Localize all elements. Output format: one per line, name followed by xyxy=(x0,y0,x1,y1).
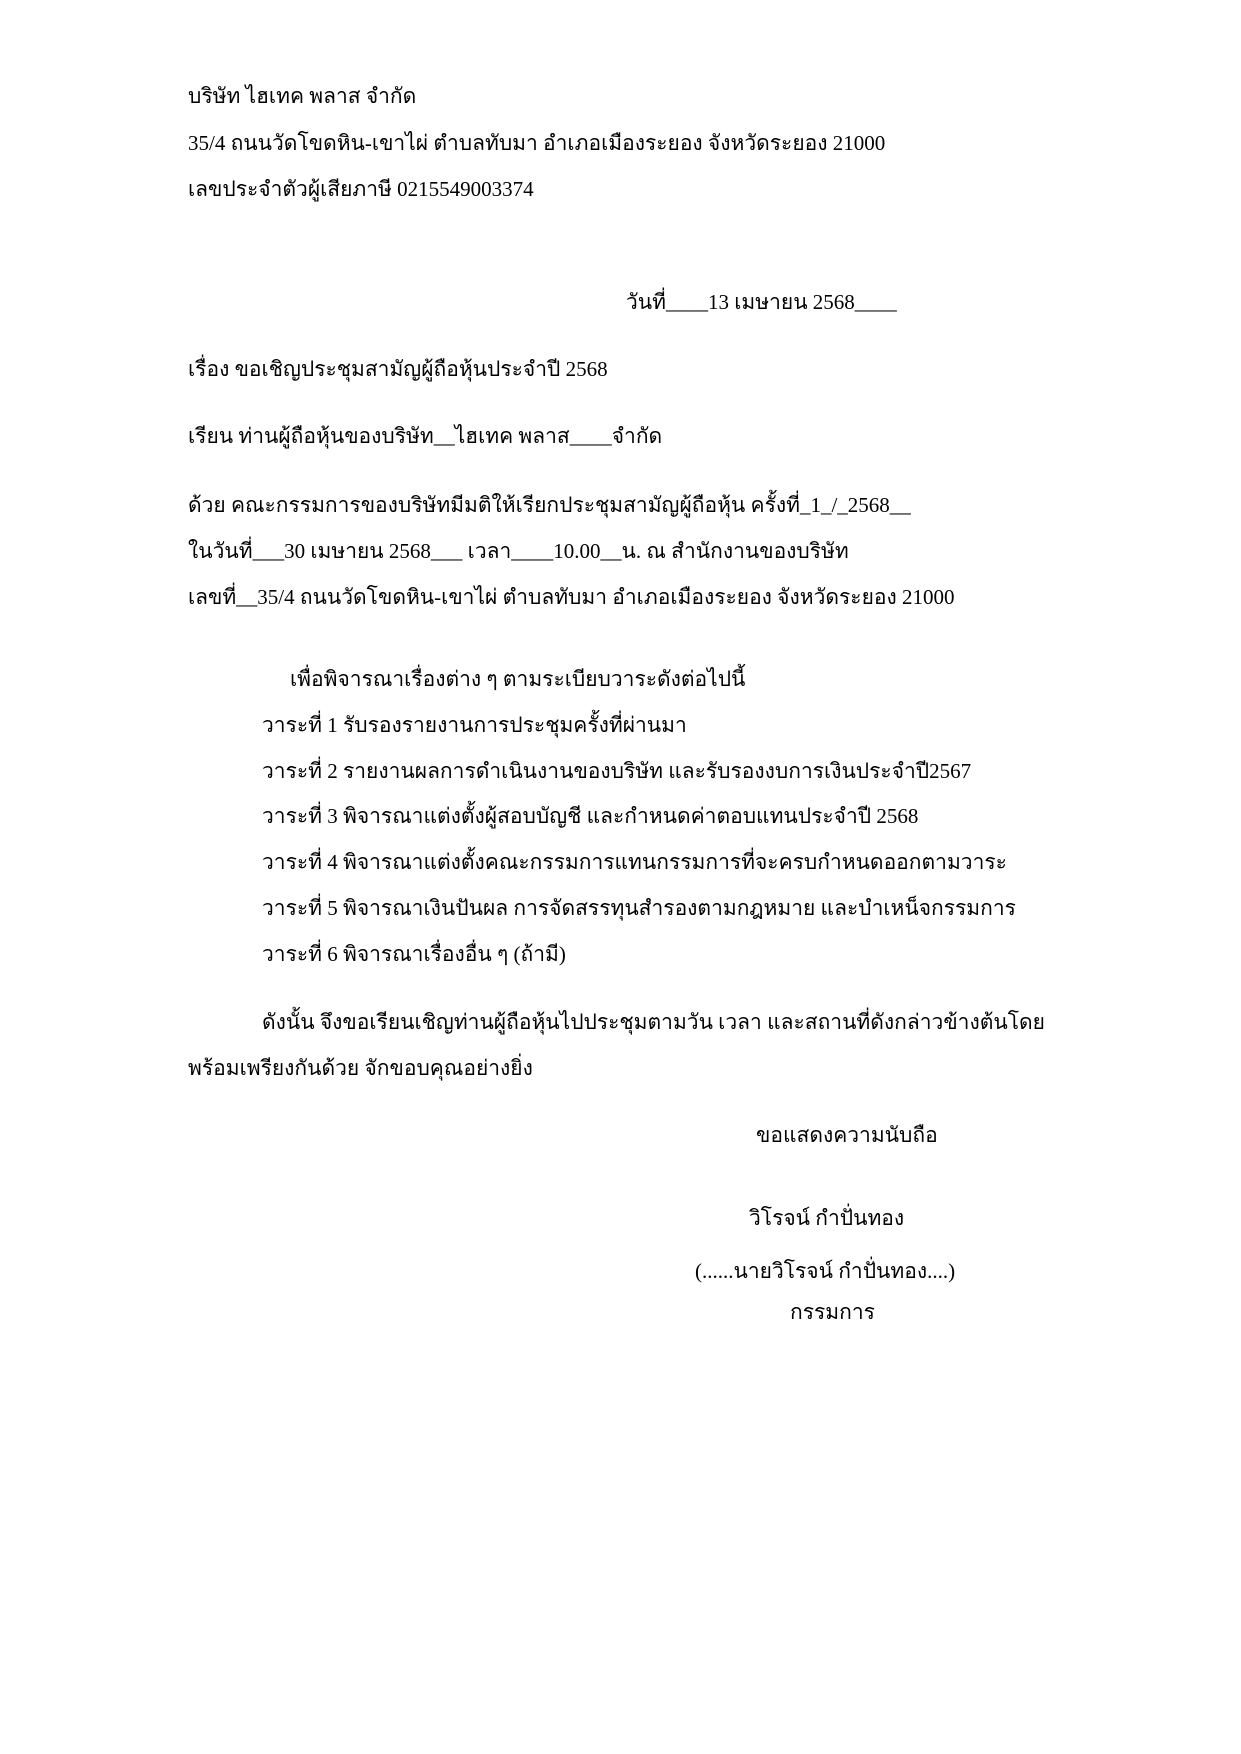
agenda-item: วาระที่ 3 พิจารณาแต่งตั้งผู้สอบบัญชี และกำหนดค่าตอบแทนประจำปี 2568 xyxy=(262,804,919,828)
body-line-2: ในวันที่___30 เมษายน 2568___ เวลา____10.00__น. ณ สำนักงานของบริษัท xyxy=(188,539,849,563)
signer-title: กรรมการ xyxy=(790,1300,875,1324)
company-address: 35/4 ถนนวัดโขดหิน-เขาไผ่ ตำบลทับมา อำเภอเมืองระยอง จังหวัดระยอง 21000 xyxy=(188,131,886,155)
agenda-item: วาระที่ 1 รับรองรายงานการประชุมครั้งที่ผ่านมา xyxy=(262,713,687,737)
closing-line-1: ดังนั้น จึงขอเรียนเชิญท่านผู้ถือหุ้นไปประชุมตามวัน เวลา และสถานที่ดังกล่าวข้างต้นโดย xyxy=(262,1010,1045,1034)
letter-salutation: เรียน ท่านผู้ถือหุ้นของบริษัท__ไฮเทค พลาส____จำกัด xyxy=(188,424,663,448)
letter-date: วันที่____13 เมษายน 2568____ xyxy=(626,290,897,314)
agenda-item: วาระที่ 5 พิจารณาเงินปันผล การจัดสรรทุนสำรองตามกฎหมาย และบำเหน็จกรรมการ xyxy=(262,896,1016,920)
body-line-3: เลขที่__35/4 ถนนวัดโขดหิน-เขาไผ่ ตำบลทับมา อำเภอเมืองระยอง จังหวัดระยอง 21000 xyxy=(188,585,955,609)
agenda-intro: เพื่อพิจารณาเรื่องต่าง ๆ ตามระเบียบวาระดังต่อไปนี้ xyxy=(290,667,746,691)
signature-name: วิโรจน์ กำปั่นทอง xyxy=(749,1206,905,1230)
letter-subject: เรื่อง ขอเชิญประชุมสามัญผู้ถือหุ้นประจำปี 2568 xyxy=(188,357,608,381)
closing-line-2: พร้อมเพรียงกันด้วย จักขอบคุณอย่างยิ่ง xyxy=(188,1056,533,1080)
printed-name: (......นายวิโรจน์ กำปั่นทอง....) xyxy=(695,1259,956,1283)
agenda-item: วาระที่ 4 พิจารณาแต่งตั้งคณะกรรมการแทนกรรมการที่จะครบกำหนดออกตามวาระ xyxy=(262,850,1007,874)
agenda-item: วาระที่ 6 พิจารณาเรื่องอื่น ๆ (ถ้ามี) xyxy=(262,942,566,966)
company-name: บริษัท ไฮเทค พลาส จำกัด xyxy=(188,84,417,108)
regards: ขอแสดงความนับถือ xyxy=(756,1123,938,1147)
agenda-item: วาระที่ 2 รายงานผลการดำเนินงานของบริษัท และรับรองงบการเงินประจำปี2567 xyxy=(262,759,972,783)
company-tax-id: เลขประจำตัวผู้เสียภาษี 0215549003374 xyxy=(188,177,534,201)
body-line-1: ด้วย คณะกรรมการของบริษัทมีมติให้เรียกประชุมสามัญผู้ถือหุ้น ครั้งที่_1_/_2568__ xyxy=(188,493,911,517)
